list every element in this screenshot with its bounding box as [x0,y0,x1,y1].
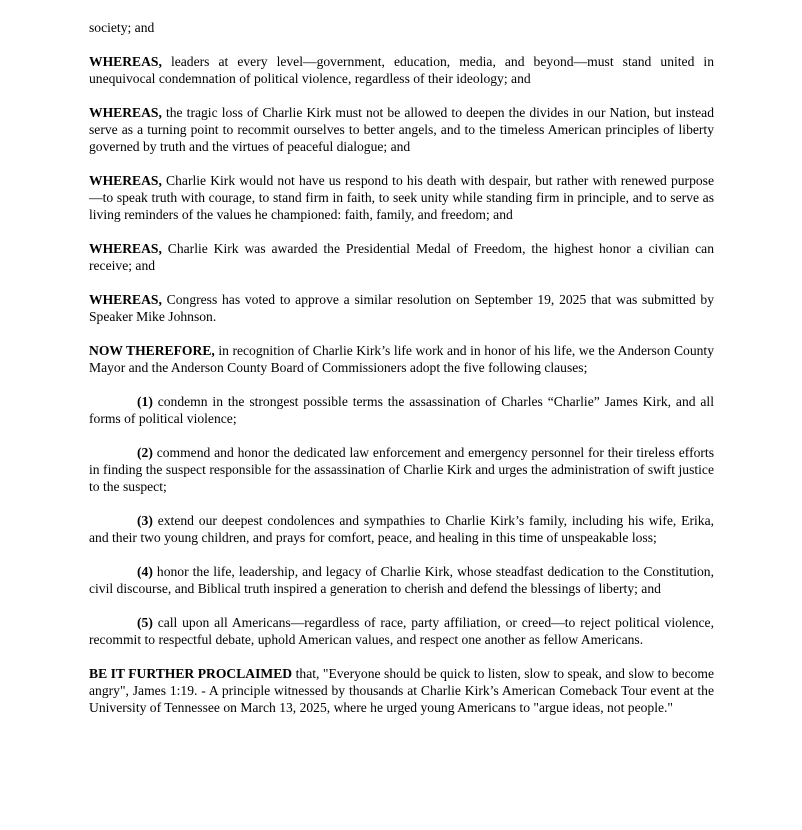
clause-number: (1) [137,394,153,409]
whereas-paragraph [89,240,714,274]
document-page [89,19,714,733]
proclamation-lead: BE IT FURTHER PROCLAIMED [89,666,293,681]
whereas-lead: WHEREAS, [89,105,162,120]
whereas-text: Congress has voted to approve a similar resolution on September 19, 2025 that was submitted by Speaker Mike Johnson. [89,292,714,324]
clause-number: (3) [137,513,153,528]
whereas-text: Charlie Kirk was awarded the Presidential Medal of Freedom, the highest honor a civilian can receive; and [89,241,714,273]
proclamation-text: that, "Everyone should be quick to listen, slow to speak, and slow to become angry", James 1:19. - A principle witnessed by thousands at Charlie Kirk’s American Comeback Tour event at the University of Tennessee on March 13, 2025, where he urged young Americans to "argue ideas, not people." [89,666,714,715]
proclamation-paragraph [89,665,714,716]
whereas-paragraph [89,53,714,87]
whereas-paragraph [89,291,714,325]
whereas-text: leaders at every level—government, education, media, and beyond—must stand united in unequivocal condemnation of political violence, regardless of their ideology; and [89,54,714,86]
whereas-paragraph [89,172,714,223]
clause-text: extend our deepest condolences and sympathies to Charlie Kirk’s family, including his wife, Erika, and their two young children, and prays for comfort, peace, and healing in this time of unspeakable loss; [89,513,714,545]
clause-number: (5) [137,615,153,630]
clause-text: honor the life, leadership, and legacy of Charlie Kirk, whose steadfast dedication to the Constitution, civil discourse, and Biblical truth inspired a generation to cherish and defend the blessings of liberty; and [89,564,714,596]
clause-number: (4) [137,564,153,579]
whereas-lead: WHEREAS, [89,292,162,307]
clause-text: call upon all Americans—regardless of race, party affiliation, or creed—to reject political violence, recommit to respectful debate, uphold American values, and respect one another as fellow Americans. [89,615,714,647]
whereas-lead: WHEREAS, [89,173,162,188]
clause-text: commend and honor the dedicated law enforcement and emergency personnel for their tireless efforts in finding the suspect responsible for the assassination of Charlie Kirk and urges the administration of swift justice to the suspect; [89,445,714,494]
whereas-text: the tragic loss of Charlie Kirk must not be allowed to deepen the divides in our Nation, but instead serve as a turning point to recommit ourselves to better angels, and to the timeless American principles of liberty governed by truth and the virtues of peaceful dialogue; and [89,105,714,154]
numbered-clause [89,393,714,427]
whereas-lead: WHEREAS, [89,241,162,256]
whereas-paragraph [89,104,714,155]
clause-number: (2) [137,445,153,460]
now-therefore-text: in recognition of Charlie Kirk’s life work and in honor of his life, we the Anderson County Mayor and the Anderson County Board of Commissioners adopt the five following clauses; [89,343,714,375]
opening-fragment: society; and [89,20,155,35]
whereas-lead: WHEREAS, [89,54,162,69]
clause-text: condemn in the strongest possible terms the assassination of Charles “Charlie” James Kirk, and all forms of political violence; [89,394,714,426]
now-therefore-paragraph [89,342,714,376]
numbered-clause [89,614,714,648]
numbered-clause [89,512,714,546]
now-therefore-lead: NOW THEREFORE, [89,343,215,358]
numbered-clause [89,563,714,597]
whereas-text: Charlie Kirk would not have us respond to his death with despair, but rather with renewed purpose—to speak truth with courage, to stand firm in faith, to seek unity while standing firm in principle, and to serve as living reminders of the values he championed: faith, family, and freedom; and [89,173,714,222]
numbered-clause [89,444,714,495]
